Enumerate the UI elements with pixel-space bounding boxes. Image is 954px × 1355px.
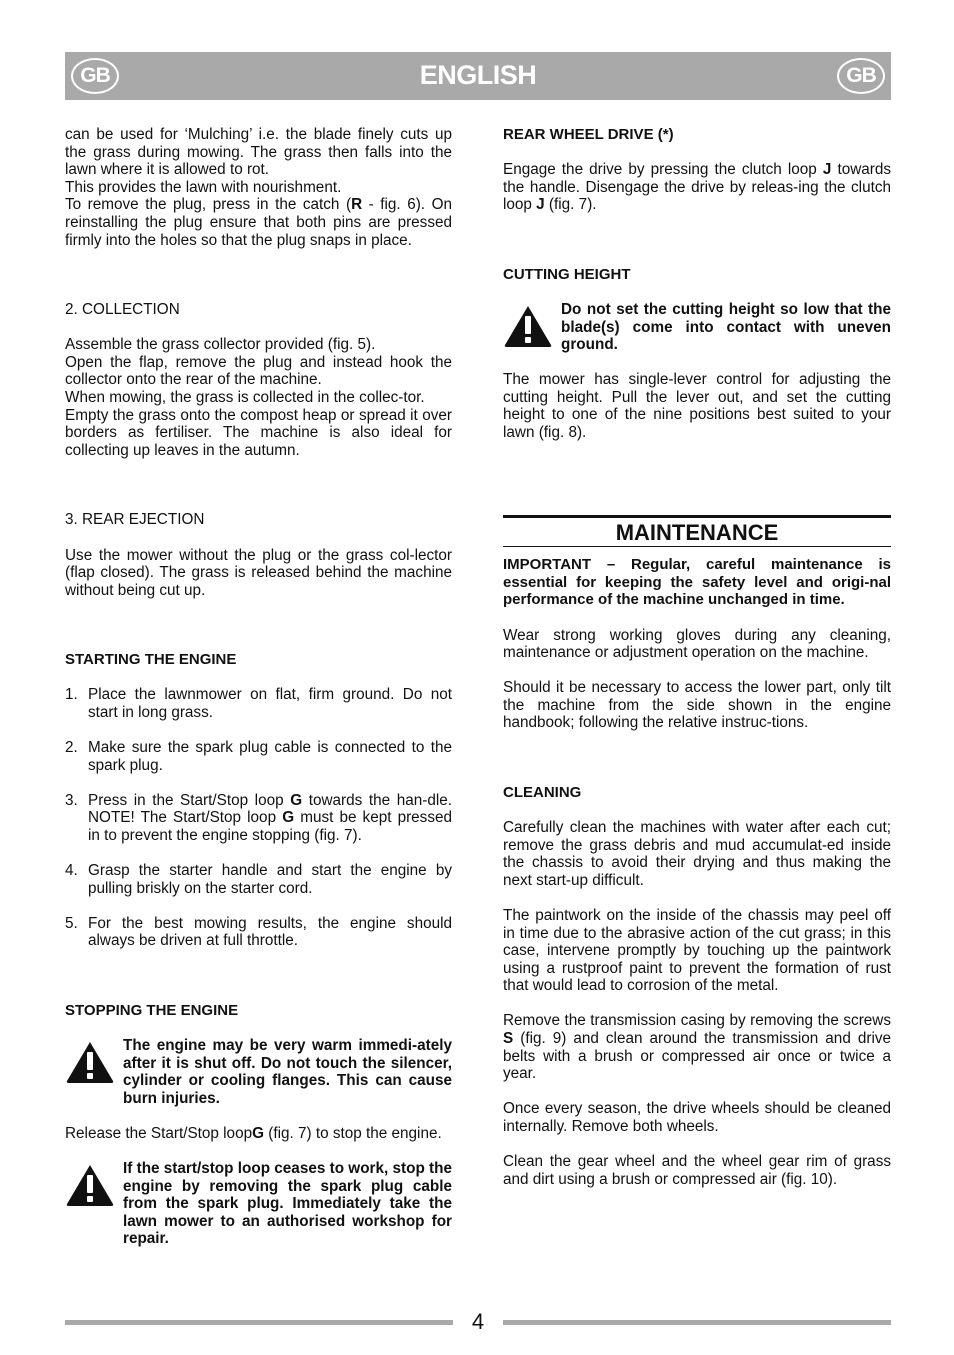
rear-wheel-drive-heading: REAR WHEEL DRIVE (*): [503, 126, 674, 143]
warning-block-hot-engine: The engine may be very warm immedi-ately after it is shut off. Do not touch the silencer, cylinder or cooling flanges. This can cause burn injuries.: [65, 1037, 452, 1107]
page-header: [65, 52, 891, 100]
collection-paragraph-4: Empty the grass onto the compost heap or spread it over borders as fertiliser. The machine is also ideal for collecting up leaves in the autumn.: [65, 406, 452, 459]
gb-badge-left: GB: [71, 58, 119, 94]
collection-paragraph-3: When mowing, the grass is collected in the collec-tor.: [65, 389, 425, 407]
starting-steps-list: [65, 686, 452, 950]
stopping-engine-heading: STOPPING THE ENGINE: [65, 1001, 239, 1019]
rear-wheel-drive-paragraph: Engage the drive by pressing the clutch loop J towards the handle. Disengage the drive by releas-ing the clutch loop J (fig. 7).: [503, 161, 892, 214]
maintenance-important: IMPORTANT – Regular, careful maintenance is essential for keeping the safety level and origi-nal performance of the machine unchanged in time.: [503, 556, 891, 609]
list-item: 2. Make sure the spark plug cable is connected to the spark plug.: [65, 739, 452, 774]
maintenance-paragraph-2: Should it be necessary to access the lower part, only tilt the machine from the side shown in the engine handbook; following the relative instruc-tions.: [503, 679, 891, 732]
cleaning-paragraph-5: Clean the gear wheel and the wheel gear rim of grass and dirt using a brush or compressed air (fig. 10).: [503, 1152, 891, 1188]
collection-title: 2. COLLECTION: [65, 301, 180, 319]
rear-ejection-title: 3. REAR EJECTION: [65, 511, 205, 529]
left-column: [65, 126, 452, 1248]
collection-paragraph-2: Open the flap, remove the plug and instead hook the collector onto the rear of the machine.: [65, 353, 452, 389]
warning-block-cutting-height: Do not set the cutting height so low that the blade(s) come into contact with uneven ground.: [503, 301, 891, 354]
maintenance-paragraph-1: Wear strong working gloves during any cleaning, maintenance or adjustment operation on the machine.: [503, 626, 891, 662]
cleaning-paragraph-3: Remove the transmission casing by removing the screws S (fig. 9) and clean around the transmission and drive belts with a brush or compressed air once or twice a year.: [503, 1012, 891, 1083]
maintenance-title: MAINTENANCE: [503, 515, 891, 548]
right-column: [503, 126, 891, 1188]
warning-triangle-icon: [65, 1040, 115, 1084]
warning-block-loop-failure: If the start/stop loop ceases to work, stop the engine by removing the spark plug cable from the spark plug. Immediately take the lawn mower to an authorised workshop for repair.: [65, 1160, 452, 1248]
warning-triangle-icon: [65, 1163, 115, 1207]
cleaning-paragraph-2: The paintwork on the inside of the chassis may peel off in time due to the abrasive action of the cut grass; in this case, intervene promptly by touching up the paintwork using a rustproof paint to prevent the formation of rust that would lead to corrosion of the metal.: [503, 906, 891, 995]
header-title: ENGLISH: [419, 60, 537, 90]
page-number: 4: [471, 1309, 485, 1334]
cutting-height-paragraph: The mower has single-lever control for adjusting the cutting height. Pull the lever out, and set the cutting height to one of the nine positions best suited to your lawn (fig. 8).: [503, 371, 891, 442]
cleaning-heading: CLEANING: [503, 783, 582, 801]
list-item: 4. Grasp the starter handle and start the engine by pulling briskly on the starter cord.: [65, 862, 452, 897]
cutting-height-heading: CUTTING HEIGHT: [503, 265, 631, 283]
list-item: 5. For the best mowing results, the engine should always be driven at full throttle.: [65, 914, 452, 950]
mulch-paragraph-2: This provides the lawn with nourishment.: [65, 178, 342, 196]
cleaning-paragraph-1: Carefully clean the machines with water after each cut; remove the grass debris and mud accumulat-ed inside the chassis to avoid their drying and thus making the next start-up difficult.: [503, 819, 891, 889]
list-item: 1. Place the lawnmower on flat, firm ground. Do not start in long grass.: [65, 686, 452, 721]
footer-rule-left: [65, 1320, 453, 1325]
gb-badge-right: GB: [837, 58, 885, 94]
mulch-paragraph-3: To remove the plug, press in the catch (R - fig. 6). On reinstalling the plug ensure that both pins are pressed firmly into the holes so that the plug snaps in place.: [65, 196, 452, 249]
mulch-paragraph-1: can be used for ‘Mulching’ i.e. the blade finely cuts up the grass during mowing. The grass then falls into the lawn where it is allowed to rot.: [65, 126, 452, 179]
footer-rule-right: [503, 1320, 891, 1325]
starting-engine-heading: STARTING THE ENGINE: [65, 651, 237, 669]
collection-paragraph-1: Assemble the grass collector provided (fig. 5).: [65, 336, 376, 354]
warning-triangle-icon: [503, 304, 553, 348]
list-item: 3. Press in the Start/Stop loop G towards the han-dle. NOTE! The Start/Stop loop G must be kept pressed in to prevent the engine stopping (fig. 7).: [65, 791, 453, 844]
stopping-paragraph: Release the Start/Stop loopG (fig. 7) to stop the engine.: [65, 1124, 442, 1142]
cleaning-paragraph-4: Once every season, the drive wheels should be cleaned internally. Remove both wheels.: [503, 1100, 891, 1135]
rear-ejection-paragraph: Use the mower without the plug or the grass col-lector (flap closed). The grass is released behind the machine without being cut up.: [65, 546, 452, 599]
